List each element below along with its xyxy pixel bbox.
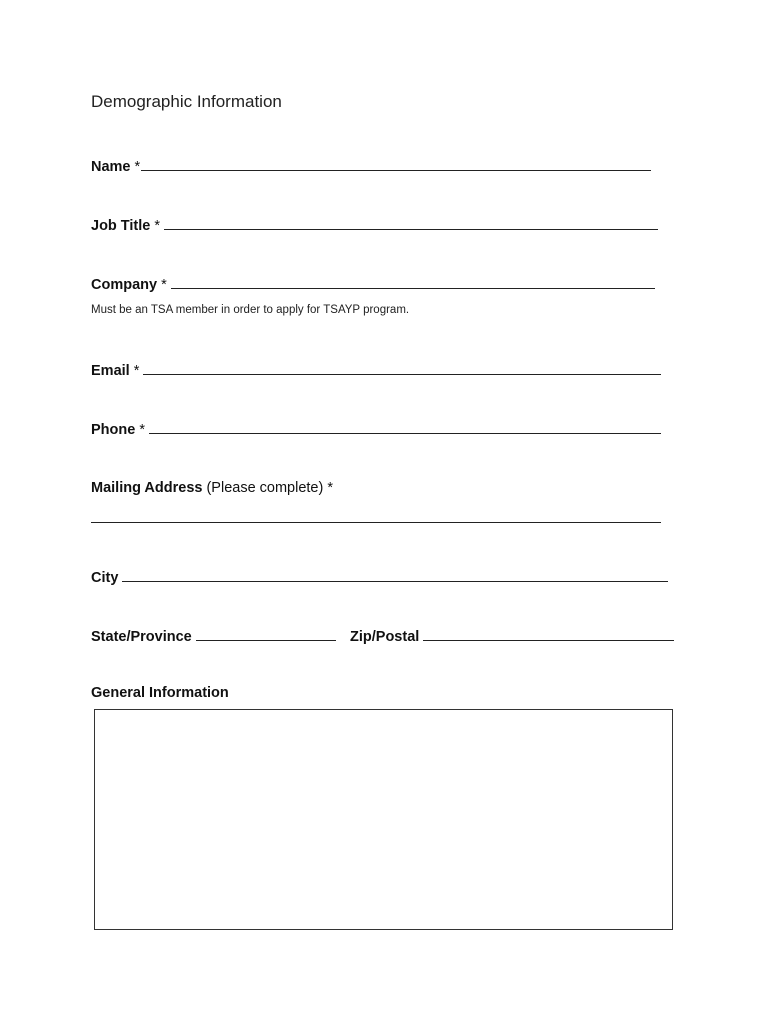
job-title-field-row [91, 215, 658, 235]
email-field-row [91, 360, 661, 380]
mailing-address-label: Mailing Address [91, 480, 203, 496]
page-title: Demographic Information [91, 92, 282, 111]
phone-field-row [91, 419, 661, 439]
company-input-line[interactable] [171, 274, 655, 289]
state-province-label: State/Province [91, 629, 192, 645]
job-title-required-marker: * [154, 218, 161, 234]
state-field-row [91, 626, 336, 646]
company-membership-note: Must be an TSA member in order to apply for TSAYP program. [91, 304, 410, 316]
company-field-row [91, 274, 655, 294]
name-label: Name [91, 159, 131, 175]
zip-field-row [350, 626, 674, 646]
zip-postal-input-line[interactable] [423, 626, 674, 641]
general-information-textarea[interactable] [94, 709, 673, 930]
mailing-address-input-line[interactable] [91, 508, 661, 523]
email-label: Email [91, 363, 130, 379]
name-required-marker: * [134, 159, 141, 175]
email-input-line[interactable] [143, 360, 661, 375]
company-label: Company [91, 277, 158, 293]
phone-required-marker: * [139, 422, 145, 438]
city-field-row [91, 567, 668, 587]
name-field-row [91, 156, 651, 176]
city-label: City [91, 570, 119, 586]
mailing-address-required-marker: * [327, 480, 333, 496]
state-province-input-line[interactable] [196, 626, 336, 641]
job-title-input-line[interactable] [164, 215, 658, 230]
phone-input-line[interactable] [149, 419, 661, 434]
company-required-marker: * [161, 277, 167, 293]
mailing-address-hint: (Please complete) [206, 480, 324, 496]
city-input-line[interactable] [122, 567, 668, 582]
general-information-label: General Information [91, 685, 229, 701]
mailing-address-field-row [91, 479, 333, 497]
job-title-label: Job Title [91, 218, 151, 234]
zip-postal-label: Zip/Postal [350, 629, 420, 645]
phone-label: Phone [91, 422, 136, 438]
email-required-marker: * [133, 363, 140, 379]
name-input-line[interactable] [141, 156, 651, 171]
